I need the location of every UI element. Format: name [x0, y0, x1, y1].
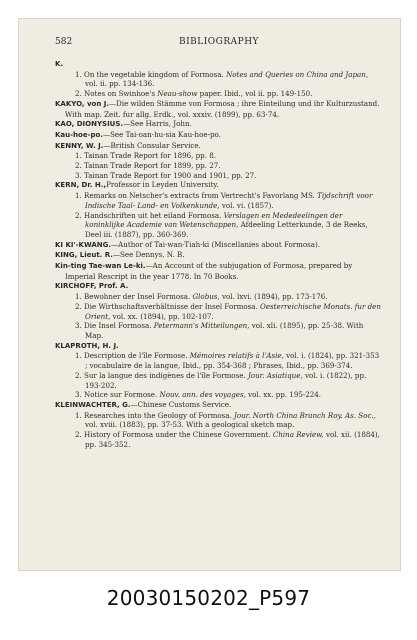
- citation-text: Remarks on Netscher's extracts from Vertrecht's Favorlang MS.: [84, 191, 315, 201]
- item-number: 1.: [75, 191, 82, 201]
- journal-title: Nouv. ann. des voyages,: [159, 390, 246, 400]
- citation-detail: vol. xx. (1894), pp. 102-107.: [112, 311, 214, 321]
- entry-heading: KLAPROTH, H. J.: [55, 341, 119, 350]
- running-header: [55, 37, 383, 51]
- citation-item: [63, 430, 383, 449]
- citation-item: [63, 70, 383, 89]
- entry-heading: KI KI'-KWANG.: [55, 240, 112, 249]
- page-title: BIBLIOGRAPHY: [178, 37, 259, 47]
- entry-text: —Author of Tai-wan-Tiah-ki (Miscellanies about Formosa).: [111, 239, 321, 249]
- entry-text: Professor in Leyden University.: [106, 180, 219, 190]
- item-number: 2.: [75, 301, 82, 311]
- item-number: 2.: [75, 370, 82, 380]
- item-number: 2.: [75, 210, 82, 220]
- citation-detail: vol. ii. pp. 134-136.: [85, 79, 155, 89]
- citation-text: Notice sur Formose.: [84, 390, 158, 400]
- citation-detail: Afdeeling Letterkunde, 3 de Reeks, Deel iii. (1887), pp. 360-369.: [85, 220, 368, 239]
- author-entry: [55, 99, 383, 119]
- item-number: 3.: [75, 321, 82, 331]
- citation-detail: vol. xii. (1884), pp. 345-352.: [85, 430, 380, 449]
- entry-text: —Die wilden Stämme von Formosa ; ihre Einteilung und ihr Kulturzustand. With map. Zeit. fur allg. Erdk., vol. xxxiv. (1899), pp. 63-74.: [65, 98, 380, 119]
- citation-item: [63, 302, 383, 321]
- entry-heading: K.: [55, 60, 64, 68]
- entry-text: —See Harris, John.: [123, 119, 192, 129]
- citation-item: [63, 171, 383, 181]
- entry-heading: KING, Lieut. R.: [55, 251, 113, 260]
- entry-text: —See Tai-oan-hu-sia Kau-hoe-po.: [102, 129, 221, 139]
- page-number: 582: [55, 37, 73, 47]
- journal-title: Mémoires relatifs à l'Asie,: [189, 351, 284, 361]
- scan-identifier: 20030150202_P597: [106, 586, 311, 610]
- citation-item: [63, 371, 383, 390]
- author-entry: [55, 341, 383, 352]
- citation-text: Sur la langue des indigènes de l'île Formose.: [84, 370, 246, 380]
- journal-title: Notes and Queries on China and Japan,: [226, 69, 369, 79]
- item-number: 1.: [75, 351, 82, 361]
- citation-detail: vol. xviii. (1883), pp. 37-53. With a geological sketch map.: [85, 420, 295, 430]
- citation-item: [63, 161, 383, 171]
- item-number: 2.: [75, 161, 82, 171]
- item-number: 2.: [75, 430, 82, 440]
- journal-title: Jour. Asiatique,: [247, 370, 303, 380]
- entry-heading: KIRCHOFF, Prof. A.: [55, 282, 129, 291]
- citation-text: Tainan Trade Report for 1896, pp. 8.: [84, 151, 217, 161]
- citation-text: On the vegetable kingdom of Formosa.: [84, 69, 224, 79]
- citation-detail: vol. i. (1824), pp. 321-353 ; vocabulaire de la langue, Ibid., pp. 354-368 ; Phrases, Ibid., pp. 369-374.: [85, 351, 380, 371]
- citation-detail: vol. vi. (1857).: [221, 200, 274, 210]
- citation-text: Researches into the Geology of Formosa.: [84, 410, 232, 420]
- citation-item: [63, 151, 383, 161]
- journal-title: Oesterreichische Monats. fur den Orient,: [85, 301, 381, 321]
- author-entry: [55, 240, 383, 251]
- author-entry: [55, 400, 383, 411]
- item-number: 3.: [75, 170, 82, 180]
- citation-item: [63, 292, 383, 302]
- citation-item: [63, 89, 383, 99]
- item-number: 2.: [75, 89, 82, 99]
- entry-heading: KENNY, W. J.: [55, 141, 104, 150]
- author-entry: [55, 250, 383, 261]
- entry-heading: KLEINWACHTER, G.: [55, 400, 131, 409]
- citation-text: Die Wirthschaftsverhältnisse der Insel Formosa.: [84, 301, 258, 311]
- citation-detail: vol. xx. pp. 195-224.: [248, 390, 322, 400]
- citation-item: [63, 411, 383, 430]
- citation-text: Bewohner der Insel Formosa.: [84, 292, 191, 302]
- citation-item: [63, 321, 383, 340]
- entry-heading: Kau-hoe-po.: [55, 130, 103, 139]
- citation-item: [63, 390, 383, 400]
- citation-text: Description de l'île Formose.: [84, 351, 188, 361]
- author-entry: [55, 261, 383, 281]
- citation-text: Handschriften uit het eiland Formosa.: [84, 210, 222, 220]
- entry-text: —See Dennys, N. B.: [112, 250, 185, 260]
- citation-item: [63, 211, 383, 240]
- journal-title: Verslagen en Mededeelingen der koninklijke Academie van Wetenschappen,: [85, 210, 343, 230]
- journal-title: Jour. North China Branch Roy. As. Soc.,: [233, 410, 376, 420]
- item-number: 1.: [75, 151, 82, 161]
- journal-title: China Review,: [272, 430, 324, 440]
- journal-title: Tijdschrift voor Indische Taal- Land- en Volkenkunde,: [85, 191, 373, 210]
- citation-text: Tainan Trade Report for 1899, pp. 27.: [84, 161, 221, 171]
- entry-text: —British Consular Service.: [103, 140, 201, 150]
- journal-title: Neau-show: [157, 89, 198, 99]
- author-entry: [55, 281, 383, 292]
- citation-text: Tainan Trade Report for 1900 and 1901, pp. 27.: [84, 170, 257, 180]
- entry-heading: KAO, DIONYSIUS.: [55, 120, 124, 129]
- citation-detail: vol. xli. (1895), pp. 25-38. With Map.: [85, 321, 364, 340]
- citation-text: Notes on Swinhoe's: [84, 89, 155, 99]
- author-entry: [55, 59, 383, 70]
- item-number: 1.: [75, 292, 82, 302]
- entry-text: —An Account of the subjugation of Formosa, prepared by Imperial Rescript in the year 1778. In 70 Books.: [65, 261, 353, 281]
- book-page: [18, 18, 401, 571]
- entry-heading: Kin-ting Tae-wan Le-ki.: [55, 262, 146, 271]
- author-entry: [55, 119, 383, 130]
- entry-text: —Chinese Customs Service.: [130, 399, 232, 409]
- entry-heading: KAKYO, von J.: [55, 99, 110, 108]
- citation-item: [63, 351, 383, 370]
- entry-heading: KERN, Dr. H.,: [55, 181, 107, 190]
- citation-detail: vol. lxvi. (1894), pp. 173-176.: [221, 292, 328, 302]
- bibliography-list: [55, 59, 383, 449]
- author-entry: [55, 130, 383, 141]
- citation-item: [63, 191, 383, 210]
- citation-text: Die Insel Formosa.: [84, 321, 152, 331]
- item-number: 1.: [75, 69, 82, 79]
- journal-title: Petermann's Mitteilungen,: [153, 321, 250, 331]
- author-entry: [55, 141, 383, 152]
- item-number: 1.: [75, 410, 82, 420]
- journal-title: Globus,: [192, 292, 220, 302]
- author-entry: [55, 180, 383, 191]
- citation-text: History of Formosa under the Chinese Government.: [84, 430, 271, 440]
- citation-detail: paper. Ibid., vol ii. pp. 149-150.: [199, 89, 313, 99]
- item-number: 3.: [75, 390, 82, 400]
- citation-detail: vol. i. (1822), pp. 193-202.: [85, 370, 367, 390]
